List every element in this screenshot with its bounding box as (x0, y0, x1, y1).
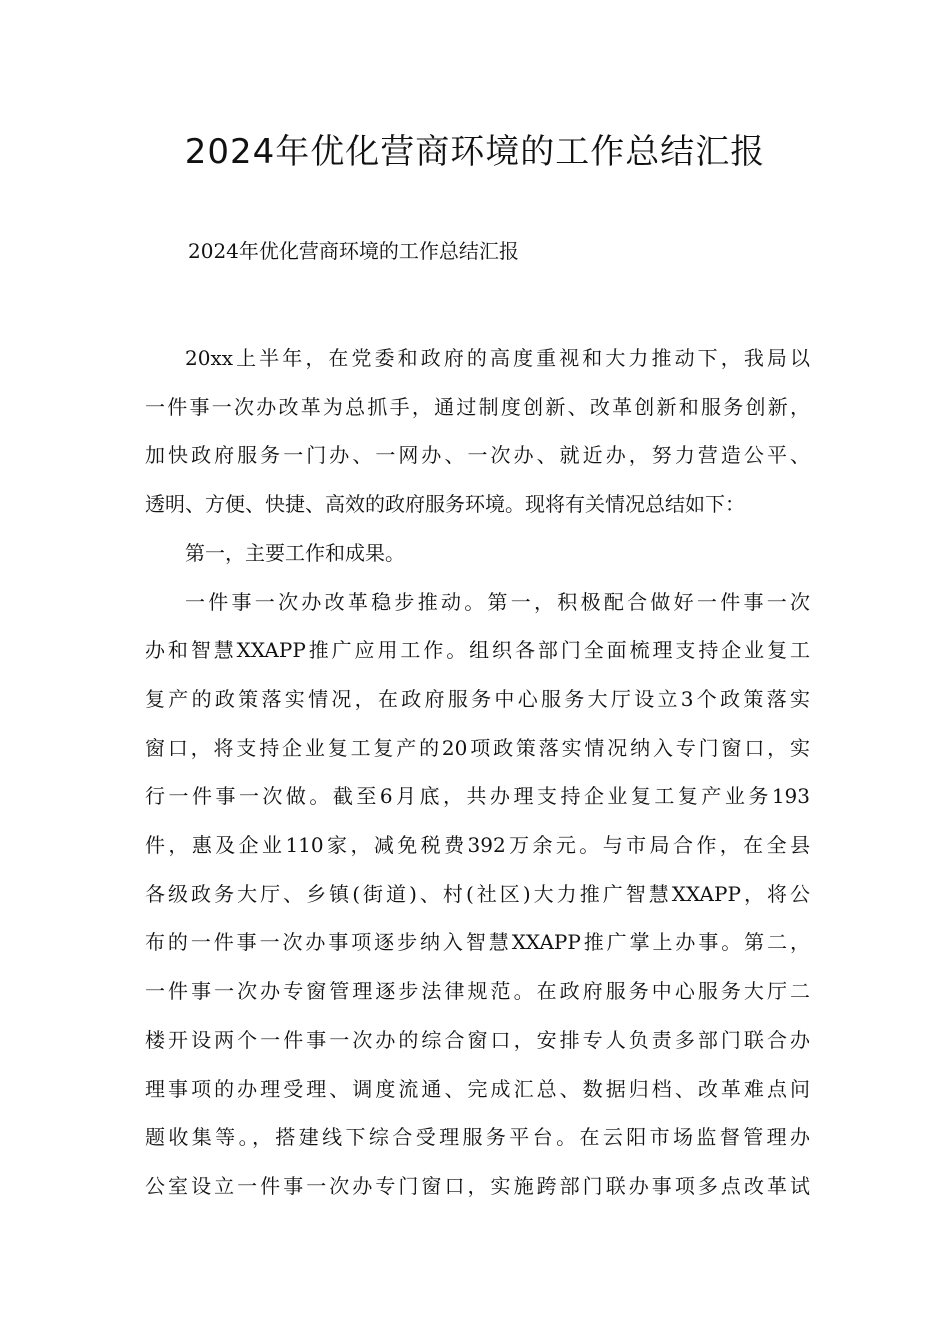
text-line: 办和智慧XXAPP推广应用工作。组织各部门全面梳理支持企业复工 (145, 638, 810, 663)
text-line: 一件事一次办改革为总抓手，通过制度创新、改革创新和服务创新， (145, 394, 810, 419)
text-line: 20xx上半年，在党委和政府的高度重视和大力推动下，我局以 (185, 346, 810, 370)
text-line: 各级政务大厅、乡镇(街道)、村(社区)大力推广智慧XXAPP，将公 (145, 881, 810, 906)
text-line: 件，惠及企业110家，减免税费392万余元。与市局合作，在全县 (145, 833, 810, 858)
text-line: 楼开设两个一件事一次办的综合窗口，安排专人负责多部门联合办 (145, 1027, 810, 1052)
text-line: 窗口，将支持企业复工复产的20项政策落实情况纳入专门窗口，实 (145, 735, 810, 760)
text-line: 题收集等。，搭建线下综合受理服务平台。在云阳市场监督管理办 (145, 1125, 810, 1150)
text-line: 布的一件事一次办事项逐步纳入智慧XXAPP推广掌上办事。第二， (145, 930, 810, 955)
document-body (145, 334, 810, 1211)
document-subtitle: 2024年优化营商环境的工作总结汇报 (188, 239, 519, 263)
text-line: 理事项的办理受理、调度流通、完成汇总、数据归档、改革难点问 (145, 1076, 810, 1101)
text-line: 行一件事一次做。截至6月底，共办理支持企业复工复产业务193 (145, 784, 810, 809)
text-line: 加快政府服务一门办、一网办、一次办、就近办，努力营造公平、 (145, 443, 810, 468)
paragraph-intro (145, 334, 810, 529)
text-line: 公室设立一件事一次办专门窗口，实施跨部门联办事项多点改革试 (145, 1173, 810, 1198)
text-line: 一件事一次办改革稳步推动。第一，积极配合做好一件事一次 (185, 589, 810, 614)
document-title: 2024年优化营商环境的工作总结汇报 (184, 132, 766, 172)
text-line: 第一，主要工作和成果。 (185, 540, 405, 565)
paragraph-section-heading (145, 529, 810, 578)
text-line: 一件事一次办专窗管理逐步法律规范。在政府服务中心服务大厅二 (145, 979, 810, 1004)
text-line: 复产的政策落实情况，在政府服务中心服务大厅设立3个政策落实 (145, 686, 810, 711)
text-line: 透明、方便、快捷、高效的政府服务环境。现将有关情况总结如下： (145, 492, 745, 517)
paragraph-reform (145, 578, 810, 1211)
